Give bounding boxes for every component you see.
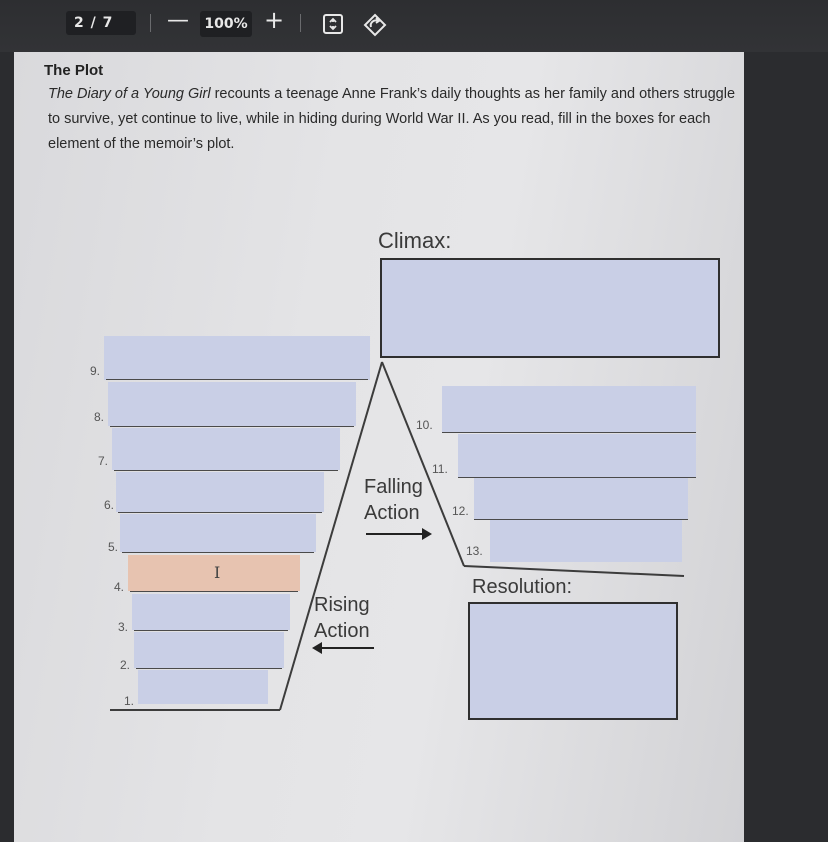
field-number-10: 10. (416, 418, 433, 432)
climax-label: Climax: (378, 228, 452, 253)
toolbar-divider (150, 14, 151, 32)
field-10[interactable] (442, 386, 696, 432)
underline-4 (130, 591, 298, 592)
field-number-8: 8. (94, 410, 105, 424)
underline-9 (106, 379, 368, 380)
field-12[interactable] (474, 478, 688, 520)
underline-2 (136, 668, 282, 669)
zoom-out-button[interactable]: — (167, 8, 189, 33)
zoom-level-field[interactable]: 100% (200, 11, 252, 37)
intro-text: recounts a teenage Anne Frank’s daily thoughts as her family and others struggle to survive, yet continue to live, while in hiding during World War II. As you read, fill in the boxes for each element of the memoir’s plot. (48, 86, 736, 152)
toolbar-divider (300, 14, 301, 32)
field-number-4: 4. (114, 580, 125, 594)
section-heading: The Plot (44, 62, 104, 79)
rising-action-label-line1: Rising (314, 594, 370, 616)
field-number-7: 7. (98, 454, 109, 468)
field-9[interactable] (104, 336, 370, 380)
field-13[interactable] (490, 520, 682, 562)
field-number-1: 1. (124, 694, 135, 708)
field-3[interactable] (132, 594, 290, 630)
rotate-icon[interactable] (362, 12, 388, 38)
field-7[interactable] (112, 428, 340, 470)
rising-action-label-line2: Action (314, 620, 370, 642)
pdf-toolbar (0, 0, 828, 52)
field-11[interactable] (458, 434, 696, 478)
underline-7 (114, 470, 338, 471)
underline-5 (122, 552, 314, 553)
falling-action-label-line2: Action (364, 502, 420, 524)
page-indicator[interactable]: 2 / 7 (66, 11, 136, 35)
zoom-in-button[interactable]: + (263, 6, 285, 34)
field-number-11: 11. (432, 462, 448, 476)
fit-page-icon[interactable] (322, 13, 344, 35)
underline-3 (134, 630, 288, 631)
field-number-5: 5. (108, 540, 119, 554)
text-cursor-icon: I (214, 563, 221, 582)
field-4-active[interactable] (128, 555, 300, 591)
underline-8 (110, 426, 354, 427)
field-5[interactable] (120, 514, 316, 552)
book-title: The Diary of a Young Girl (48, 86, 211, 102)
falling-action-label-line1: Falling (364, 476, 423, 498)
field-number-6: 6. (104, 498, 115, 512)
resolution-label: Resolution: (472, 576, 573, 598)
field-1[interactable] (138, 670, 268, 704)
field-6[interactable] (116, 472, 324, 512)
field-number-2: 2. (120, 658, 131, 672)
climax-box[interactable] (380, 258, 720, 358)
underline-6 (118, 512, 322, 513)
field-number-3: 3. (118, 620, 129, 634)
field-number-9: 9. (90, 364, 101, 378)
field-number-13: 13. (466, 544, 483, 558)
resolution-box[interactable] (468, 602, 678, 720)
pdf-page (14, 52, 744, 842)
field-8[interactable] (108, 382, 356, 426)
underline-10 (442, 432, 696, 433)
field-2[interactable] (134, 632, 284, 668)
field-number-12: 12. (452, 504, 469, 518)
